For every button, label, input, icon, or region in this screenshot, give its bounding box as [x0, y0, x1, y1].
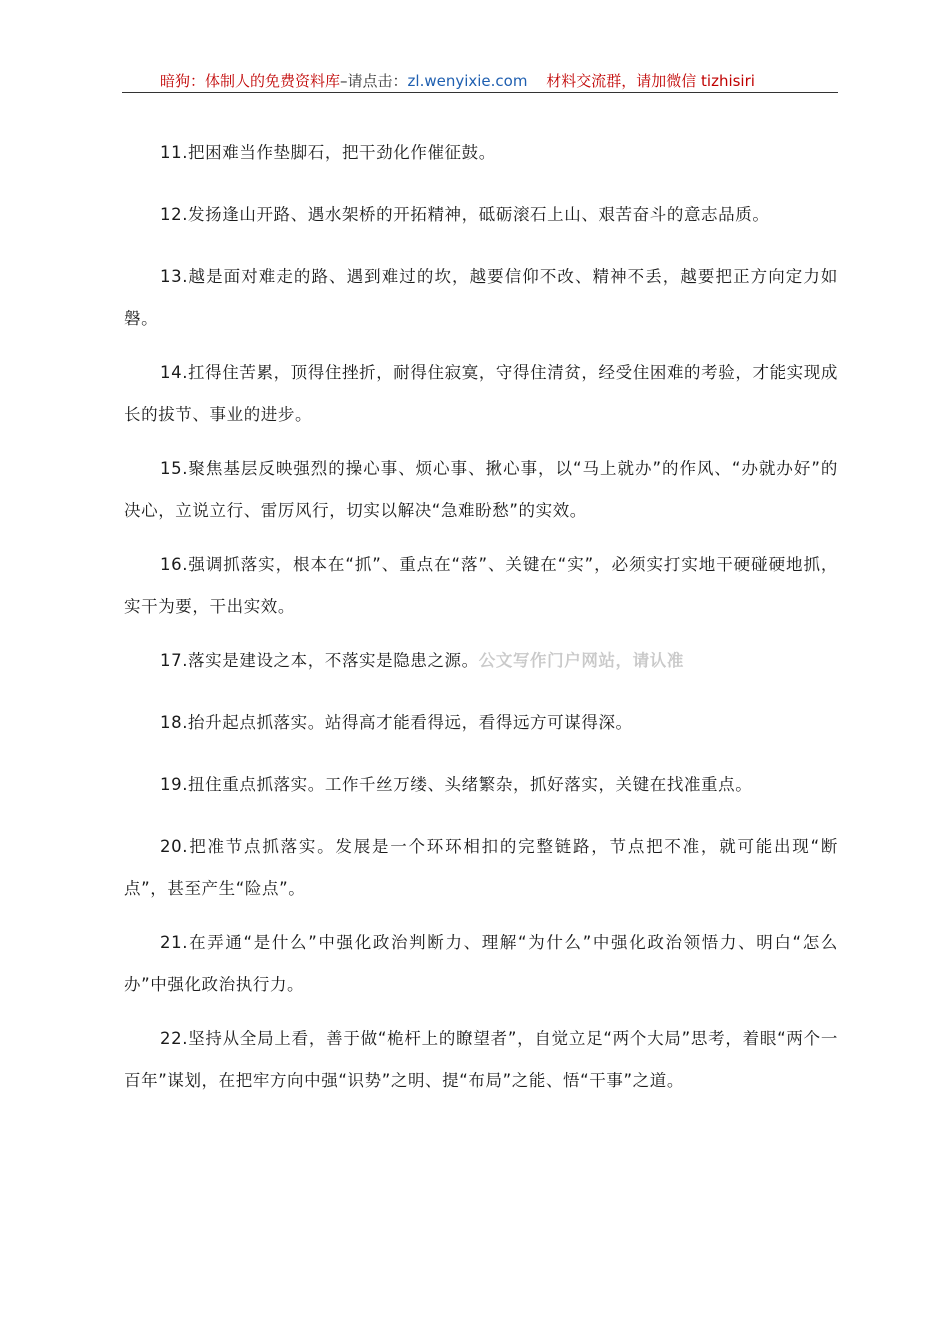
- paragraph-22: [124, 1018, 838, 1102]
- paragraph-text: 把准节点抓落实。发展是一个环环相扣的完整链路，节点把不准，就可能出现“断点”，甚至产生“险点”。: [124, 837, 838, 898]
- header-prompt: –请点击：: [340, 72, 408, 90]
- paragraph-text: 扭住重点抓落实。工作千丝万缕、头绪繁杂，抓好落实，关键在找准重点。: [188, 775, 753, 794]
- paragraph-text: 落实是建设之本，不落实是隐患之源。: [188, 651, 479, 670]
- paragraph-15: [124, 448, 838, 532]
- paragraph-text: 强调抓落实，根本在“抓”、重点在“落”、关键在“实”，必须实打实地干硬碰硬地抓，实干为要，干出实效。: [124, 555, 838, 616]
- paragraph-16: [124, 544, 838, 628]
- paragraph-number: 21.: [160, 933, 189, 952]
- paragraph-14: [124, 352, 838, 436]
- paragraph-19: [124, 764, 838, 806]
- paragraph-20: [124, 826, 838, 910]
- paragraph-number: 16.: [160, 555, 189, 574]
- paragraph-number: 13.: [160, 267, 189, 286]
- page-header: [122, 66, 838, 93]
- paragraph-18: [124, 702, 838, 744]
- paragraph-11: [124, 132, 838, 174]
- paragraph-text: 越是面对难走的路、遇到难过的坎，越要信仰不改、精神不丢，越要把正方向定力如磐。: [124, 267, 838, 328]
- paragraph-number: 11.: [160, 143, 189, 162]
- paragraph-text: 抬升起点抓落实。站得高才能看得远，看得远方可谋得深。: [188, 713, 633, 732]
- header-contact: 材料交流群，请加微信 tizhisiri: [546, 72, 755, 90]
- paragraph-number: 20.: [160, 837, 189, 856]
- paragraph-21: [124, 922, 838, 1006]
- document-body: [124, 132, 838, 1114]
- paragraph-text: 坚持从全局上看，善于做“桅杆上的瞭望者”，自觉立足“两个大局”思考，着眼“两个一百年”谋划，在把牢方向中强“识势”之明、提“布局”之能、悟“干事”之道。: [124, 1029, 838, 1090]
- paragraph-number: 14.: [160, 363, 189, 382]
- paragraph-number: 22.: [160, 1029, 189, 1048]
- paragraph-number: 12.: [160, 205, 189, 224]
- paragraph-text: 聚焦基层反映强烈的操心事、烦心事、揪心事，以“马上就办”的作风、“办就办好”的决心，立说立行、雷厉风行，切实以解决“急难盼愁”的实效。: [124, 459, 838, 520]
- header-url-link[interactable]: zl.wenyixie.com: [407, 72, 528, 90]
- paragraph-number: 18.: [160, 713, 189, 732]
- paragraph-text: 在弄通“是什么”中强化政治判断力、理解“为什么”中强化政治领悟力、明白“怎么办”中强化政治执行力。: [124, 933, 838, 994]
- paragraph-17: [124, 640, 838, 682]
- paragraph-text: 发扬逢山开路、遇水架桥的开拓精神，砥砺滚石上山、艰苦奋斗的意志品质。: [188, 205, 770, 224]
- paragraph-text: 扛得住苦累，顶得住挫折，耐得住寂寞，守得住清贫，经受住困难的考验，才能实现成长的拔节、事业的进步。: [124, 363, 838, 424]
- watermark-text: 公文写作门户网站，请认准: [478, 651, 684, 670]
- paragraph-number: 17.: [160, 651, 189, 670]
- paragraph-number: 19.: [160, 775, 189, 794]
- paragraph-text: 把困难当作垫脚石，把干劲化作催征鼓。: [188, 143, 496, 162]
- paragraph-13: [124, 256, 838, 340]
- paragraph-number: 15.: [160, 459, 189, 478]
- paragraph-12: [124, 194, 838, 236]
- header-brand: 暗狗：体制人的免费资料库: [160, 72, 341, 90]
